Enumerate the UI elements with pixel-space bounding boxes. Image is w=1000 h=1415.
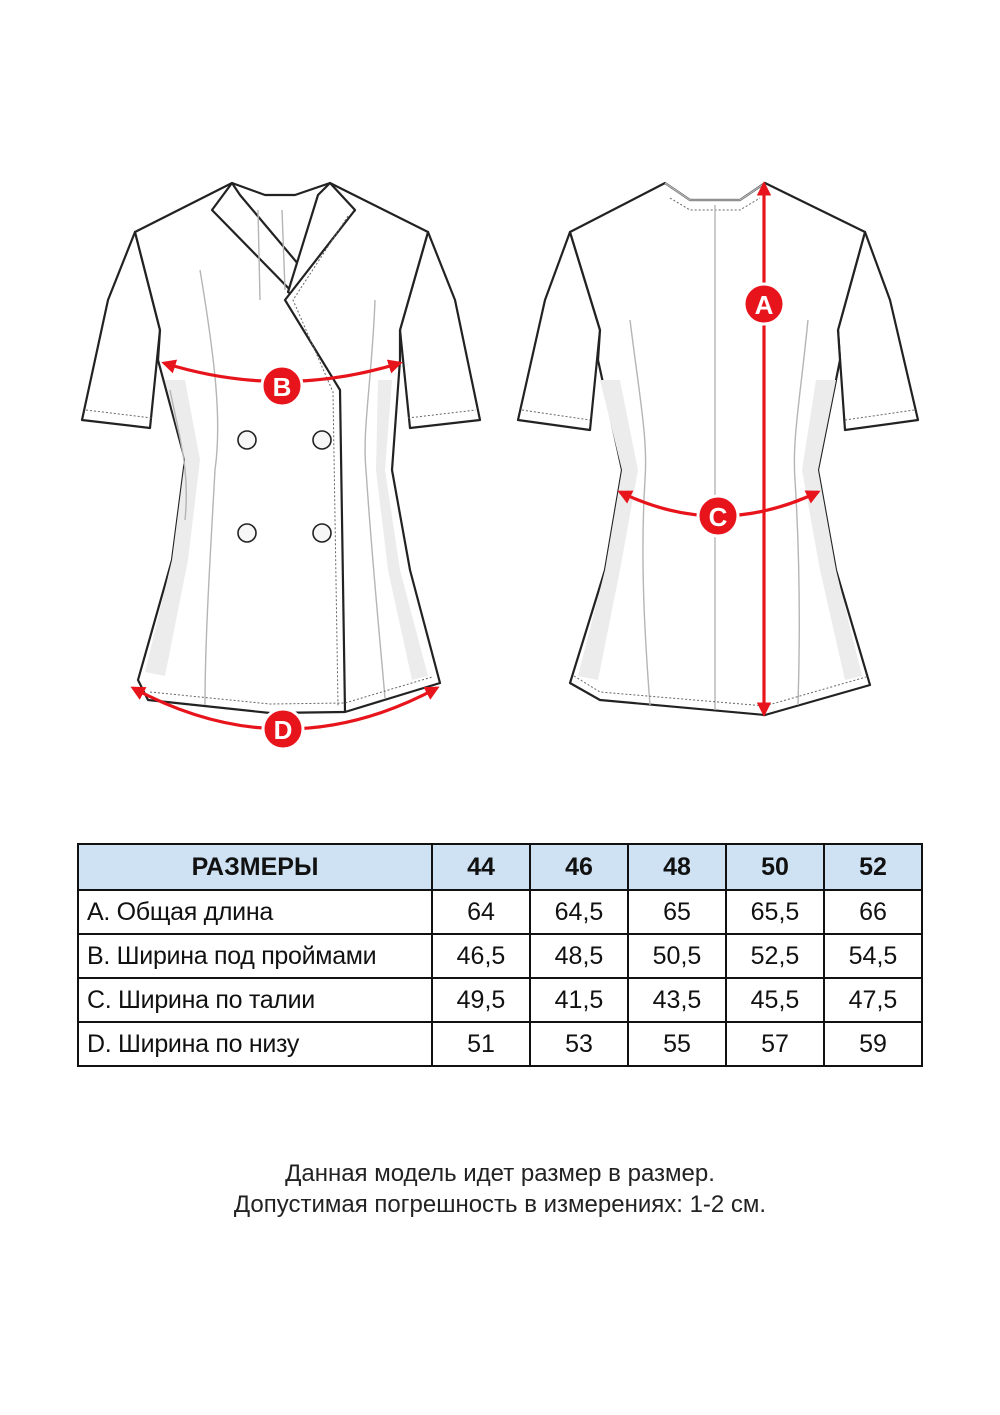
table-row <box>78 934 922 978</box>
table-header-row <box>78 844 922 890</box>
column-header: 46 <box>530 844 628 890</box>
table-cell: 47,5 <box>824 978 922 1022</box>
column-header: 52 <box>824 844 922 890</box>
table-row <box>78 890 922 934</box>
footnote-line: Данная модель идет размер в размер. <box>285 1160 715 1187</box>
row-label: B. Ширина под проймами <box>78 934 432 978</box>
table-cell: 66 <box>824 890 922 934</box>
column-header: 44 <box>432 844 530 890</box>
footnote-line: Допустимая погрешность в измерениях: 1-2 см. <box>233 1191 767 1218</box>
table-cell: 57 <box>726 1022 824 1066</box>
table-row <box>78 978 922 1022</box>
size-table <box>77 843 923 1067</box>
table-cell: 41,5 <box>530 978 628 1022</box>
svg-text:C: C <box>708 502 728 532</box>
button-icon <box>238 431 256 449</box>
svg-text:B: B <box>272 372 292 402</box>
front-view-drawing <box>82 183 480 749</box>
back-view-drawing <box>518 183 918 715</box>
footnote <box>0 1158 1000 1220</box>
svg-text:A: A <box>754 290 774 320</box>
button-icon <box>313 524 331 542</box>
table-cell: 46,5 <box>432 934 530 978</box>
table-cell: 65 <box>628 890 726 934</box>
marker-b <box>262 366 302 406</box>
table-cell: 64,5 <box>530 890 628 934</box>
table-cell: 52,5 <box>726 934 824 978</box>
back-body <box>570 183 870 715</box>
row-label: C. Ширина по талии <box>78 978 432 1022</box>
table-cell: 54,5 <box>824 934 922 978</box>
table-cell: 64 <box>432 890 530 934</box>
table-cell: 51 <box>432 1022 530 1066</box>
table-cell: 55 <box>628 1022 726 1066</box>
table-cell: 48,5 <box>530 934 628 978</box>
table-cell: 49,5 <box>432 978 530 1022</box>
marker-d <box>263 709 303 749</box>
table-row <box>78 1022 922 1066</box>
svg-text:D: D <box>273 715 293 745</box>
table-cell: 50,5 <box>628 934 726 978</box>
button-icon <box>313 431 331 449</box>
table-cell: 53 <box>530 1022 628 1066</box>
row-label: A. Общая длина <box>78 890 432 934</box>
table-cell: 43,5 <box>628 978 726 1022</box>
button-icon <box>238 524 256 542</box>
column-header: РАЗМЕРЫ <box>78 844 432 890</box>
marker-a <box>744 284 784 324</box>
table-cell: 59 <box>824 1022 922 1066</box>
table-cell: 65,5 <box>726 890 824 934</box>
marker-c <box>698 496 738 536</box>
column-header: 50 <box>726 844 824 890</box>
column-header: 48 <box>628 844 726 890</box>
table-cell: 45,5 <box>726 978 824 1022</box>
row-label: D. Ширина по низу <box>78 1022 432 1066</box>
